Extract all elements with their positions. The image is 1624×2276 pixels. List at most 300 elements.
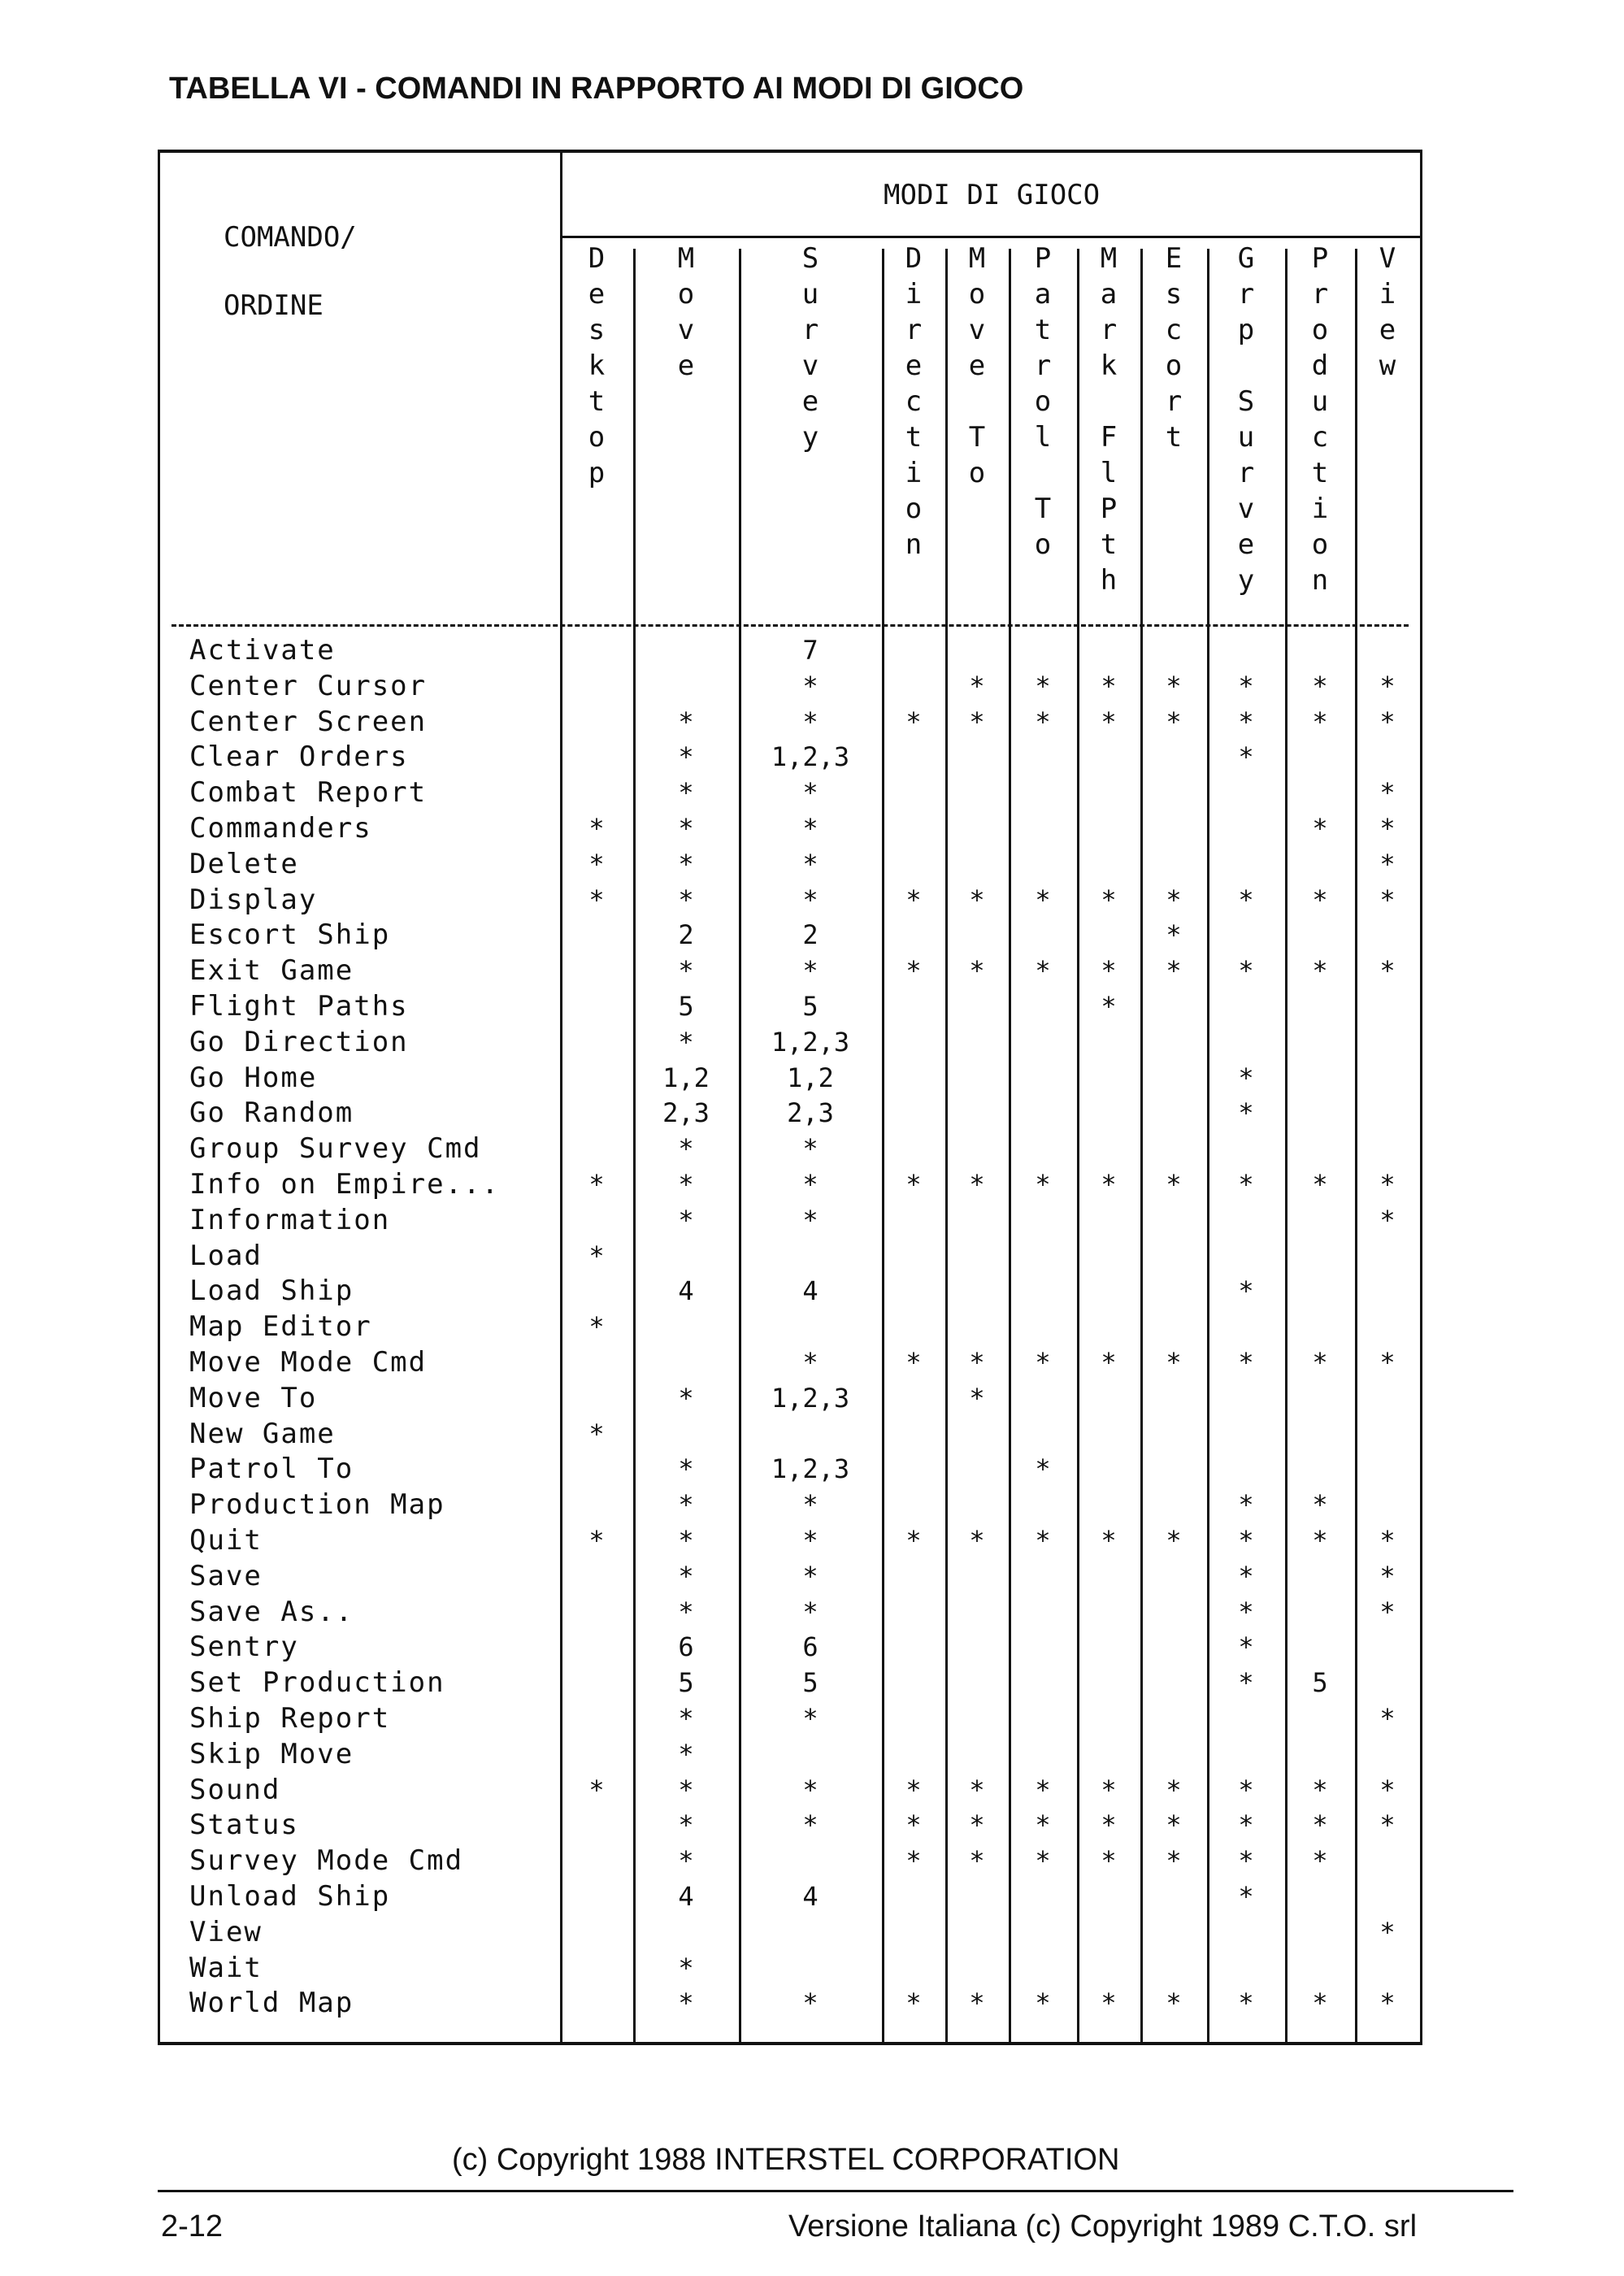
column-header-letter: D	[905, 242, 923, 275]
mode-cell: *	[1238, 1062, 1254, 1093]
mode-cell: *	[678, 1453, 694, 1485]
mode-cell: *	[1035, 1347, 1051, 1378]
column-header-letter: y	[801, 421, 819, 454]
mode-cell: *	[1035, 884, 1051, 915]
mode-cell: 5	[1312, 1667, 1328, 1699]
column-header-letter: o	[588, 421, 606, 454]
column-header-letter: t	[905, 421, 923, 454]
column-header-letter: l	[1034, 421, 1052, 454]
mode-cell: *	[1379, 1169, 1396, 1200]
column-header-letter: o	[677, 278, 695, 311]
mode-cell: *	[678, 1525, 694, 1556]
mode-cell: *	[1379, 777, 1396, 809]
mode-cell: 5	[678, 991, 694, 1022]
mode-cell: *	[1238, 741, 1254, 773]
column-header-letter: G	[1237, 242, 1255, 275]
mode-cell: *	[1238, 1809, 1254, 1841]
mode-cell: *	[1101, 670, 1117, 701]
column-header-letter: v	[677, 314, 695, 346]
column-divider	[560, 153, 562, 2045]
mode-cell: *	[1238, 884, 1254, 915]
mode-cell: *	[678, 848, 694, 880]
command-name: Move Mode Cmd	[189, 1346, 428, 1379]
column-header-letter: e	[801, 385, 819, 418]
mode-cell: *	[1238, 1987, 1254, 2019]
mode-cell: *	[802, 1596, 819, 1627]
mode-cell: *	[678, 1987, 694, 2019]
column-header-letter: k	[588, 350, 606, 382]
mode-cell: *	[678, 1026, 694, 1058]
command-name: New Game	[189, 1417, 336, 1450]
mode-cell: *	[1238, 1631, 1254, 1663]
column-header-letter: o	[1034, 385, 1052, 418]
mode-cell: *	[1101, 1774, 1117, 1805]
page-title: TABELLA VI - COMANDI IN RAPPORTO AI MODI DI GIOCO	[169, 72, 1024, 106]
mode-cell: 4	[802, 1881, 819, 1912]
column-header-letter: v	[968, 314, 986, 346]
mode-cell: *	[969, 1774, 985, 1805]
mode-cell: *	[678, 1703, 694, 1734]
mode-cell: *	[802, 1133, 819, 1165]
mode-cell: *	[1379, 1596, 1396, 1627]
mode-cell: *	[1312, 1845, 1328, 1877]
column-header-letter: t	[1165, 421, 1183, 454]
mode-cell: *	[678, 884, 694, 915]
column-header-letter: r	[1100, 314, 1118, 346]
mode-cell: *	[802, 1774, 819, 1805]
mode-cell: *	[969, 1347, 985, 1378]
mode-cell: *	[1166, 884, 1182, 915]
column-header-letter: a	[1100, 278, 1118, 311]
mode-cell: 5	[802, 991, 819, 1022]
mode-cell: *	[588, 1169, 605, 1200]
column-header-letter: p	[588, 457, 606, 489]
column-header-letter: M	[968, 242, 986, 275]
column-header-letter: w	[1379, 350, 1396, 382]
mode-cell: *	[1379, 848, 1396, 880]
command-name: Center Cursor	[189, 669, 428, 702]
command-name: Map Editor	[189, 1310, 372, 1344]
column-header-letter: s	[588, 314, 606, 346]
mode-cell: *	[1312, 1809, 1328, 1841]
mode-cell: *	[1035, 1845, 1051, 1877]
footer-divider	[158, 2190, 1513, 2192]
header-modi-di-gioco: MODI DI GIOCO	[884, 179, 1101, 211]
command-name: Go Home	[189, 1061, 318, 1094]
mode-cell: *	[678, 1952, 694, 1983]
mode-cell: *	[1101, 1525, 1117, 1556]
column-header-letter: p	[1237, 314, 1255, 346]
column-header-letter: u	[1237, 421, 1255, 454]
mode-cell: 2,3	[787, 1097, 834, 1129]
mode-cell: *	[678, 955, 694, 987]
mode-cell: *	[1379, 1987, 1396, 2019]
column-header-letter: e	[905, 350, 923, 382]
mode-cell: *	[588, 813, 605, 844]
column-header-letter: e	[968, 350, 986, 382]
mode-cell: 4	[802, 1275, 819, 1307]
mode-cell: *	[1312, 1169, 1328, 1200]
header-separator	[172, 624, 1409, 627]
column-header-letter: M	[677, 242, 695, 275]
command-name: Exit Game	[189, 954, 354, 988]
column-header-letter: T	[968, 421, 986, 454]
mode-cell: *	[905, 1987, 922, 2019]
mode-cell: 4	[678, 1275, 694, 1307]
mode-cell: *	[969, 1845, 985, 1877]
mode-cell: *	[1166, 955, 1182, 987]
command-name: Patrol To	[189, 1453, 354, 1486]
mode-cell: *	[678, 1204, 694, 1236]
mode-cell: *	[802, 1809, 819, 1841]
mode-cell: *	[802, 884, 819, 915]
command-name: Information	[189, 1203, 391, 1236]
mode-cell: *	[802, 955, 819, 987]
column-header-letter: P	[1034, 242, 1052, 275]
mode-cell: *	[802, 1987, 819, 2019]
mode-cell: *	[905, 955, 922, 987]
mode-cell: *	[1166, 670, 1182, 701]
mode-cell: *	[1379, 1204, 1396, 1236]
column-header-letter: e	[1237, 528, 1255, 561]
column-header-letter: n	[905, 528, 923, 561]
mode-cell: *	[1312, 1525, 1328, 1556]
column-header-letter: o	[1311, 314, 1329, 346]
mode-cell: *	[588, 1774, 605, 1805]
column-header-letter: d	[1311, 350, 1329, 382]
mode-cell: *	[588, 1240, 605, 1271]
mode-cell: *	[1312, 706, 1328, 737]
column-header-letter: E	[1165, 242, 1183, 275]
mode-cell: *	[1379, 813, 1396, 844]
column-header-letter: S	[1237, 385, 1255, 418]
mode-cell: *	[1238, 1560, 1254, 1592]
column-header-letter: t	[1311, 457, 1329, 489]
command-name: Info on Empire...	[189, 1168, 500, 1201]
mode-cell: *	[969, 670, 985, 701]
mode-cell: *	[1101, 1809, 1117, 1841]
mode-cell: *	[1166, 1845, 1182, 1877]
footer-version: Versione Italiana (c) Copyright 1989 C.T.O. srl	[788, 2209, 1418, 2243]
column-header-letter: t	[1100, 528, 1118, 561]
mode-cell: *	[678, 1560, 694, 1592]
mode-cell: *	[678, 1596, 694, 1627]
mode-cell: *	[1379, 955, 1396, 987]
mode-cell: *	[1238, 670, 1254, 701]
mode-cell: *	[1238, 1097, 1254, 1129]
mode-cell: *	[1238, 1881, 1254, 1912]
mode-cell: *	[905, 1845, 922, 1877]
mode-cell: 5	[802, 1667, 819, 1699]
mode-cell: *	[1101, 1845, 1117, 1877]
column-header-letter: c	[905, 385, 923, 418]
mode-cell: *	[969, 1382, 985, 1414]
column-header-letter: s	[1165, 278, 1183, 311]
mode-cell: 2	[802, 919, 819, 951]
mode-cell: *	[1166, 1987, 1182, 2019]
mode-cell: *	[1238, 1347, 1254, 1378]
mode-cell: *	[1379, 1560, 1396, 1592]
mode-cell: *	[1312, 1987, 1328, 2019]
column-header-letter: u	[1311, 385, 1329, 418]
column-header-letter: i	[905, 457, 923, 489]
mode-cell: *	[678, 777, 694, 809]
command-name: World Map	[189, 1987, 354, 2020]
mode-cell: *	[1312, 1489, 1328, 1521]
mode-cell: 1,2	[787, 1062, 834, 1093]
command-name: Commanders	[189, 812, 372, 845]
column-header-letter: a	[1034, 278, 1052, 311]
mode-cell: *	[802, 670, 819, 701]
mode-cell: *	[678, 1169, 694, 1200]
mode-cell: *	[1379, 1703, 1396, 1734]
column-header-letter: o	[1165, 350, 1183, 382]
mode-cell: *	[1035, 670, 1051, 701]
mode-cell: 4	[678, 1881, 694, 1912]
mode-cell: *	[678, 741, 694, 773]
mode-cell: *	[969, 1809, 985, 1841]
mode-cell: *	[905, 1347, 922, 1378]
column-header-letter: k	[1100, 350, 1118, 382]
mode-cell: *	[678, 1809, 694, 1841]
mode-cell: *	[1238, 1525, 1254, 1556]
mode-cell: *	[905, 1525, 922, 1556]
mode-cell: *	[1312, 1774, 1328, 1805]
mode-cell: *	[1101, 991, 1117, 1022]
mode-cell: *	[1101, 706, 1117, 737]
mode-cell: 6	[802, 1631, 819, 1663]
mode-cell: *	[1035, 1453, 1051, 1485]
mode-cell: *	[1101, 955, 1117, 987]
column-header-letter: r	[1034, 350, 1052, 382]
command-name: Unload Ship	[189, 1880, 391, 1913]
column-header-letter: t	[1034, 314, 1052, 346]
column-header-letter: c	[1165, 314, 1183, 346]
header-comando: COMANDO/	[224, 221, 357, 254]
column-header-letter: r	[801, 314, 819, 346]
mode-cell: 1,2	[662, 1062, 710, 1093]
mode-cell: *	[802, 1525, 819, 1556]
mode-cell: *	[1379, 1347, 1396, 1378]
mode-cell: *	[678, 1845, 694, 1877]
mode-cell: *	[802, 1560, 819, 1592]
mode-cell: *	[802, 706, 819, 737]
column-header-letter: n	[1311, 564, 1329, 597]
column-header-letter: T	[1034, 493, 1052, 525]
column-header-letter: o	[968, 457, 986, 489]
command-name: Combat Report	[189, 776, 428, 810]
mode-cell: *	[969, 1169, 985, 1200]
command-name: Activate	[189, 634, 336, 667]
mode-cell: *	[1166, 1774, 1182, 1805]
command-name: Skip Move	[189, 1737, 354, 1770]
column-header-letter: y	[1237, 564, 1255, 597]
command-name: Move To	[189, 1381, 318, 1414]
mode-cell: *	[588, 1418, 605, 1449]
command-name: Go Direction	[189, 1025, 409, 1058]
mode-cell: *	[1379, 706, 1396, 737]
column-header-letter: o	[1311, 528, 1329, 561]
mode-cell: *	[1379, 1774, 1396, 1805]
mode-cell: *	[1238, 1774, 1254, 1805]
mode-cell: *	[802, 1703, 819, 1734]
mode-cell: 5	[678, 1667, 694, 1699]
commands-table	[158, 150, 1422, 2045]
mode-cell: *	[1035, 1774, 1051, 1805]
mode-cell: *	[1101, 1987, 1117, 2019]
command-name: Go Random	[189, 1097, 354, 1130]
column-header-letter: S	[801, 242, 819, 275]
mode-cell: *	[1238, 955, 1254, 987]
column-header-letter: c	[1311, 421, 1329, 454]
column-header-letter: o	[1034, 528, 1052, 561]
mode-cell: *	[1379, 1916, 1396, 1948]
column-header-letter: M	[1100, 242, 1118, 275]
column-header-letter: o	[905, 493, 923, 525]
mode-cell: *	[905, 1809, 922, 1841]
column-header-letter: e	[677, 350, 695, 382]
mode-cell: *	[905, 1169, 922, 1200]
mode-cell: *	[1035, 1809, 1051, 1841]
command-name: Sentry	[189, 1631, 299, 1664]
column-header-letter: u	[801, 278, 819, 311]
mode-cell: 1,2,3	[771, 1026, 850, 1058]
mode-cell: *	[588, 1525, 605, 1556]
mode-cell: *	[588, 884, 605, 915]
mode-cell: *	[802, 1489, 819, 1521]
mode-cell: *	[969, 884, 985, 915]
mode-cell: *	[969, 1525, 985, 1556]
column-header-letter: v	[801, 350, 819, 382]
column-header-letter: i	[1311, 493, 1329, 525]
mode-cell: *	[678, 1738, 694, 1770]
header-divider	[560, 236, 1420, 238]
mode-cell: *	[1238, 1275, 1254, 1307]
mode-cell: *	[1101, 1347, 1117, 1378]
mode-cell: *	[969, 955, 985, 987]
mode-cell: *	[678, 1489, 694, 1521]
command-name: Group Survey Cmd	[189, 1132, 482, 1166]
mode-cell: *	[1035, 1987, 1051, 2019]
mode-cell: *	[1312, 813, 1328, 844]
column-header-letter: e	[588, 278, 606, 311]
command-name: Status	[189, 1809, 299, 1842]
command-name: Wait	[189, 1951, 263, 1984]
footer-copyright: (c) Copyright 1988 INTERSTEL CORPORATION	[452, 2143, 1120, 2177]
column-header-letter: o	[968, 278, 986, 311]
column-header-letter: t	[588, 385, 606, 418]
mode-cell: 6	[678, 1631, 694, 1663]
column-header-letter: r	[905, 314, 923, 346]
mode-cell: 1,2,3	[771, 741, 850, 773]
command-name: Delete	[189, 847, 299, 880]
mode-cell: *	[1166, 919, 1182, 951]
column-header-letter: v	[1237, 493, 1255, 525]
command-name: Save As..	[189, 1595, 354, 1628]
column-header-letter: r	[1311, 278, 1329, 311]
mode-cell: *	[1238, 1169, 1254, 1200]
mode-cell: *	[1166, 706, 1182, 737]
command-name: Load	[189, 1239, 263, 1272]
mode-cell: *	[678, 1382, 694, 1414]
column-header-letter: V	[1379, 242, 1396, 275]
command-name: Ship Report	[189, 1702, 391, 1735]
mode-cell: *	[969, 1987, 985, 2019]
mode-cell: *	[1035, 955, 1051, 987]
command-name: Quit	[189, 1524, 263, 1557]
command-name: Load Ship	[189, 1275, 354, 1308]
mode-cell: *	[1166, 1347, 1182, 1378]
command-name: Save	[189, 1559, 263, 1592]
mode-cell: *	[1379, 1525, 1396, 1556]
mode-cell: *	[802, 1169, 819, 1200]
column-header-letter: i	[905, 278, 923, 311]
mode-cell: *	[1166, 1525, 1182, 1556]
mode-cell: *	[1312, 1347, 1328, 1378]
column-header-letter: P	[1311, 242, 1329, 275]
mode-cell: *	[1035, 1169, 1051, 1200]
mode-cell: 1,2,3	[771, 1453, 850, 1485]
column-header-letter: F	[1100, 421, 1118, 454]
mode-cell: *	[905, 706, 922, 737]
mode-cell: *	[588, 1311, 605, 1343]
mode-cell: *	[802, 777, 819, 809]
mode-cell: *	[802, 1347, 819, 1378]
page-number: 2-12	[161, 2209, 224, 2243]
command-name: Clear Orders	[189, 741, 409, 774]
mode-cell: *	[1312, 884, 1328, 915]
mode-cell: *	[802, 813, 819, 844]
command-name: Flight Paths	[189, 990, 409, 1023]
column-header-letter: P	[1100, 493, 1118, 525]
mode-cell: *	[1101, 1169, 1117, 1200]
mode-cell: *	[969, 706, 985, 737]
mode-cell: *	[1312, 670, 1328, 701]
mode-cell: *	[678, 706, 694, 737]
command-name: Production Map	[189, 1488, 445, 1522]
command-name: Set Production	[189, 1666, 445, 1700]
mode-cell: *	[1238, 1667, 1254, 1699]
mode-cell: *	[1238, 706, 1254, 737]
command-name: Survey Mode Cmd	[189, 1844, 464, 1878]
mode-cell: *	[588, 848, 605, 880]
command-name: Escort Ship	[189, 919, 391, 952]
mode-cell: *	[1379, 1809, 1396, 1841]
column-header-letter: h	[1100, 564, 1118, 597]
mode-cell: *	[1238, 1845, 1254, 1877]
column-header-letter: e	[1379, 314, 1396, 346]
mode-cell: 2	[678, 919, 694, 951]
mode-cell: *	[1238, 1596, 1254, 1627]
mode-cell: *	[1379, 670, 1396, 701]
mode-cell: *	[1166, 1169, 1182, 1200]
mode-cell: *	[1379, 884, 1396, 915]
mode-cell: 7	[802, 635, 819, 666]
command-name: Sound	[189, 1773, 281, 1806]
mode-cell: *	[905, 884, 922, 915]
column-header-letter: r	[1237, 457, 1255, 489]
command-name: View	[189, 1915, 263, 1948]
mode-cell: *	[802, 848, 819, 880]
mode-cell: *	[678, 1774, 694, 1805]
mode-cell: *	[1166, 1809, 1182, 1841]
header-ordine: ORDINE	[224, 289, 323, 322]
mode-cell: *	[1312, 955, 1328, 987]
column-header-letter: D	[588, 242, 606, 275]
mode-cell: *	[905, 1774, 922, 1805]
mode-cell: *	[678, 1133, 694, 1165]
mode-cell: *	[802, 1204, 819, 1236]
